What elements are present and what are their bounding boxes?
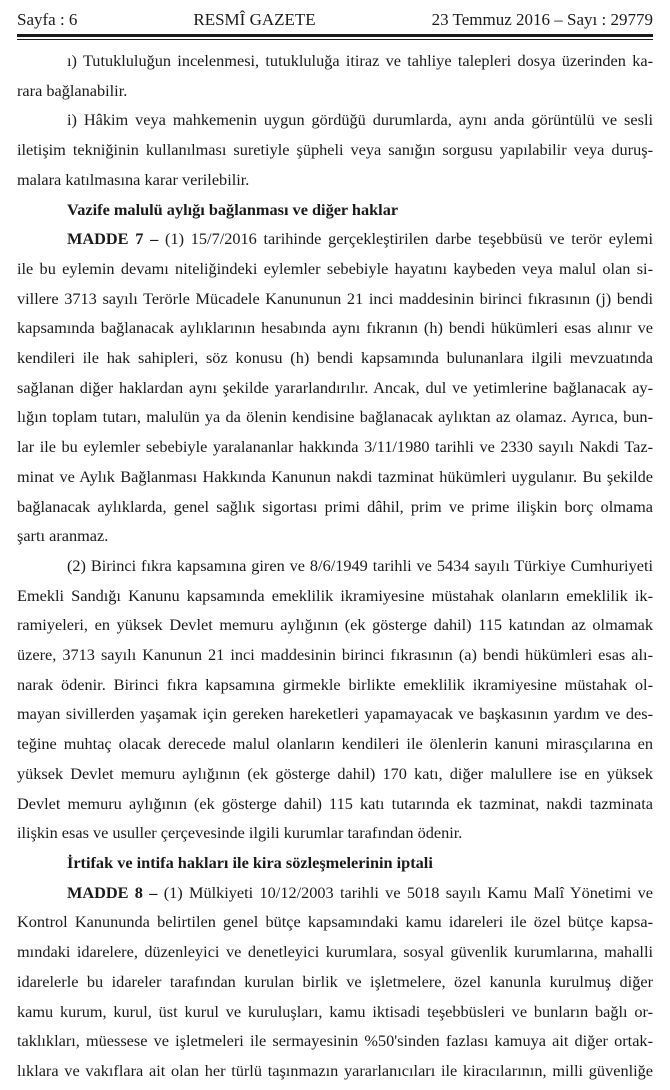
text-line: malara katılmasına karar verilebilir. — [17, 169, 250, 189]
text-line: ı) Tutukluluğun incelenmesi, tutukluluğa itiraz ve tahliye talepleri dosya üzerinden ka- — [67, 51, 653, 70]
text-line: idarelerle bu idareler tarafından kurulan birlik ve işletmelere, özel kanunla kurulmuş diğer — [17, 971, 653, 991]
text-line: i) Hâkim veya mahkemenin uygun gördüğü durumlarda, aynı anda görüntülü ve sesli — [67, 110, 653, 130]
document-body — [17, 46, 653, 1086]
text-line: üzere, 3713 sayılı Kanunun 21 inci maddesinin birinci fıkrasının (a) bendi hükümleri esas alı- — [17, 645, 653, 665]
text-line: ilişkin esas ve usuller çerçevesinde ilgili kurumlar tarafından ödenir. — [17, 823, 463, 843]
header-rule-thick — [17, 34, 653, 37]
text-line: taklıkları, müessese ve işletmeleri ile sermayesinin %50'sinden fazlası kamuya ait diğer ortak- — [17, 1031, 653, 1051]
section-heading: İrtifak ve intifa hakları ile kira sözleşmelerinin iptali — [67, 852, 433, 872]
text-line: mayan sivillerden yaşamak için gereken hareketleri yapamayacak ve başkasının yardım ve des- — [17, 704, 653, 724]
text-line: ile bu eylemin devamı niteliğindeki eylemler sebebiyle hayatını kaybeden veya malul olan si- — [17, 258, 653, 278]
text-line: (2) Birinci fıkra kapsamına giren ve 8/6/1949 tarihli ve 5434 sayılı Türkiye Cumhuriyeti — [67, 555, 653, 575]
text-line: şartı aranmaz. — [17, 526, 109, 546]
article-label: MADDE 7 – — [67, 229, 159, 249]
text-line-content: (1) 15/7/2016 tarihinde gerçekleştirilen darbe teşebbüsü ve terör eylemi — [165, 229, 653, 249]
text-line — [17, 224, 653, 254]
header-rule-thin — [17, 39, 653, 40]
text-line: sağlanan diğer haklardan aynı şekilde yararlandırılır. Ancak, dul ve yetimlerine bağlanacak ay- — [17, 377, 653, 397]
text-line: kapsamında bağlanacak aylıklarının hesabında aynı fıkranın (h) bendi hükümleri esas alınır ve — [17, 318, 653, 338]
text-line: teğine muhtaç olacak derecede malul olanların kendileri ile ölenlerin kanuni mirasçılarına en — [17, 734, 653, 754]
text-line — [17, 878, 653, 908]
text-line: iletişim tekniğinin kullanılması suretiyle şüpheli veya sanığın sorgusu yapılabilir veya duruş- — [17, 140, 653, 160]
text-line: minat ve Aylık Bağlanması Hakkında Kanunun nakdi tazminat hükümleri uygulanır. Bu şekilde — [17, 466, 653, 486]
issue-date: 23 Temmuz 2016 – Sayı : 29779 — [431, 10, 653, 29]
article-label: MADDE 8 – — [67, 882, 158, 902]
text-line: Kontrol Kanununda belirtilen genel bütçe kapsamındaki kamu idareleri ile özel bütçe kapsa- — [17, 912, 653, 932]
text-line: bağlanacak aylıklarda, genel sağlık sigortası primi dâhil, prim ve prime ilişkin borç olmama — [17, 496, 653, 516]
text-line: lıklara ve vakıflara ait olan her türlü taşınmazın yararlanıcıları ile kiracılarının, milli güvenliğe — [17, 1060, 653, 1080]
page-number: Sayfa : 6 — [17, 10, 78, 29]
text-line: lığın toplam tutarı, malulün ya da ölenin kendisine bağlanacak aylıktan az olamaz. Ayrıca, bun- — [17, 407, 653, 427]
text-line: narak ödenir. Birinci fıkra kapsamına girmekle birlikte emeklilik ikramiyesine müstahak ol- — [17, 674, 653, 694]
page-header — [17, 9, 653, 31]
text-line: rara bağlanabilir. — [17, 80, 128, 100]
text-line: mındaki idarelere, düzenleyici ve denetleyici kurumlara, sosyal güvenlik kurumlarına, mahalli — [17, 942, 653, 962]
text-line: kendileri ile hak sahipleri, söz konusu (h) bendi kapsamında bulunanlara ilgili mevzuatında — [17, 348, 653, 368]
text-line: yüksek Devlet memuru aylığının (ek gösterge dahil) 170 katı, diğer malullere ise en yüksek — [17, 763, 653, 783]
text-line: Devlet memuru aylığının (ek gösterge dahil) 115 katı tutarında ek tazminat, nakdi tazminata — [17, 793, 653, 813]
gazette-title: RESMÎ GAZETE — [193, 10, 316, 29]
text-line: villere 3713 sayılı Terörle Mücadele Kanununun 21 inci maddesinin birinci fıkrasının (j) bendi — [17, 288, 653, 308]
text-line-content: (1) Mülkiyeti 10/12/2003 tarihli ve 5018 sayılı Kamu Malî Yönetimi ve — [163, 882, 653, 902]
section-heading: Vazife malulü aylığı bağlanması ve diğer haklar — [67, 199, 399, 219]
text-line: Emekli Sandığı Kanunu kapsamında emeklilik ikramiyesine müstahak olanların emeklilik ik- — [17, 585, 653, 605]
text-line: ramiyeleri, en yüksek Devlet memuru aylığının (ek gösterge dahil) 115 katından az olmamak — [17, 615, 653, 635]
text-line: kamu kurum, kurul, üst kurul ve kuruluşları, kamu iktisadi teşebbüsleri ve bunların bağlı or- — [17, 1001, 653, 1021]
text-line: lar ile bu eylemler sebebiyle yaralananlar hakkında 3/11/1980 tarihli ve 2330 sayılı Nakdi Taz- — [17, 437, 653, 457]
